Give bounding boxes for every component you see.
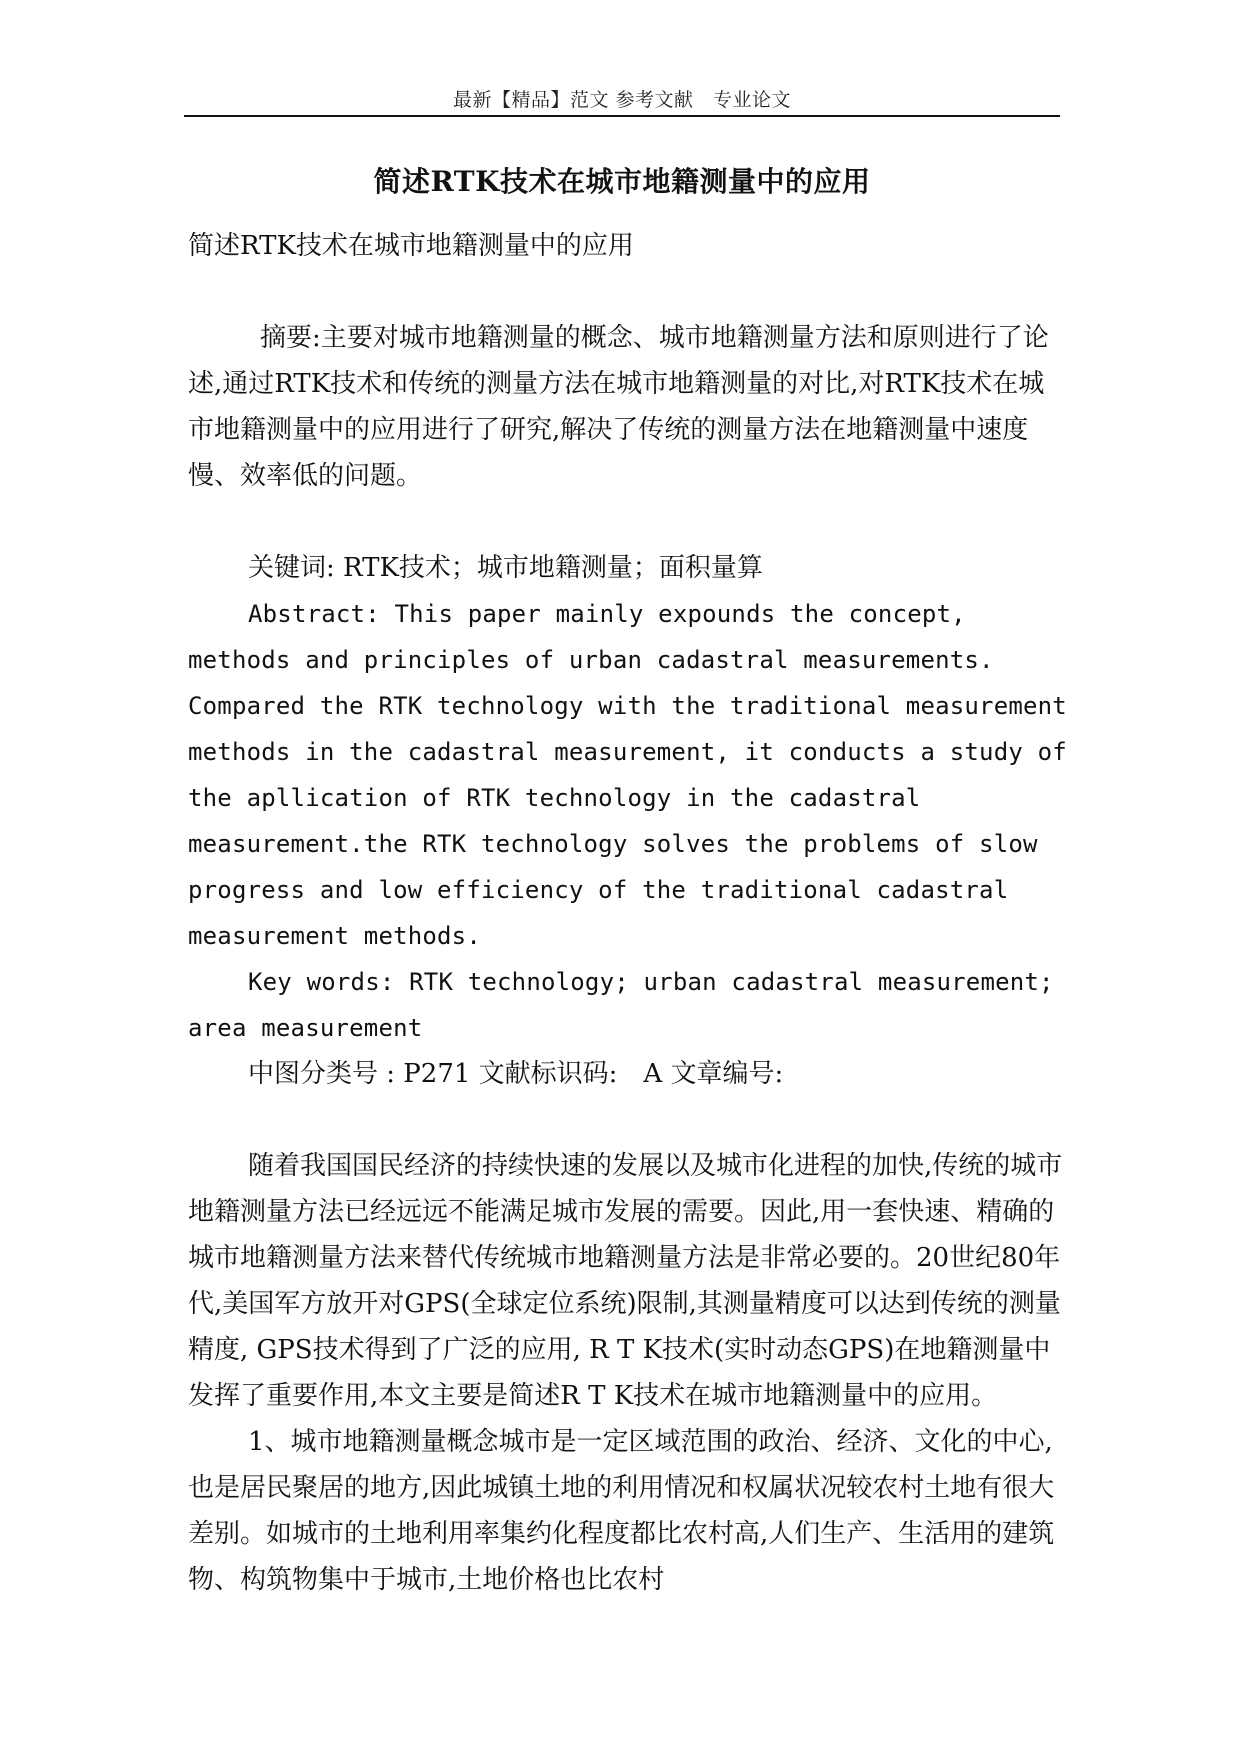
keywords-cn: 关键词: RTK技术；城市地籍测量；面积量算 <box>248 553 763 583</box>
spacer <box>188 1097 1068 1143</box>
spacer <box>188 499 1068 545</box>
header-rule <box>184 115 1060 117</box>
body-paragraph: 随着我国国民经济的持续快速的发展以及城市化进程的加快,传统的城市地籍测量方法已经远远不能满足城市发展的需要。因此,用一套快速、精确的城市地籍测量方法来替代传统城市地籍测量方法是非常必要的。20世纪80年代,美国军方放开对GPS(全球定位系统)限制,其测量精度可以达到传统的测量精度, GPS技术得到了广泛的应用, R T K技术(实时动态GPS)在地籍测量中发挥了重要作用,本文主要是简述R T K技术在城市地籍测量中的应用。 <box>188 1151 1063 1411</box>
abstract-cn: 摘要:主要对城市地籍测量的概念、城市地籍测量方法和原则进行了论述,通过RTK技术和传统的测量方法在城市地籍测量的对比,对RTK技术在城市地籍测量中的应用进行了研究,解决了传统的测量方法在地籍测量中速度慢、效率低的问题。 <box>188 323 1049 491</box>
body-paragraph: 1、城市地籍测量概念城市是一定区域范围的政治、经济、文化的中心,也是居民聚居的地方,因此城镇土地的利用情况和权属状况较农村土地有很大差别。如城市的土地利用率集约化程度都比农村高,人们生产、生活用的建筑物、构筑物集中于城市,土地价格也比农村 <box>188 1427 1055 1595</box>
spacer <box>188 269 1068 315</box>
keywords-en: Key words: RTK technology; urban cadastral measurement; area measurement <box>188 968 1054 1042</box>
running-header: 最新【精品】范文 参考文献 专业论文 <box>452 89 792 111</box>
abstract-en: Abstract: This paper mainly expounds the concept, methods and principles of urban cadastral measurements. Compared the RTK technology with the traditional measurement methods in the cadastral measurement, it conducts a study of the apllication of RTK technology in the cadastral measurement.the RTK technology solves the problems of slow progress and low efficiency of the traditional cadastral measurement methods. <box>188 600 1067 950</box>
classification-line: 中图分类号 : P271 文献标识码: A 文章编号: <box>248 1059 784 1089</box>
document-body <box>188 223 1068 1603</box>
document-title: 简述RTK技术在城市地籍测量中的应用 <box>373 165 871 198</box>
subtitle: 简述RTK技术在城市地籍测量中的应用 <box>188 231 634 261</box>
